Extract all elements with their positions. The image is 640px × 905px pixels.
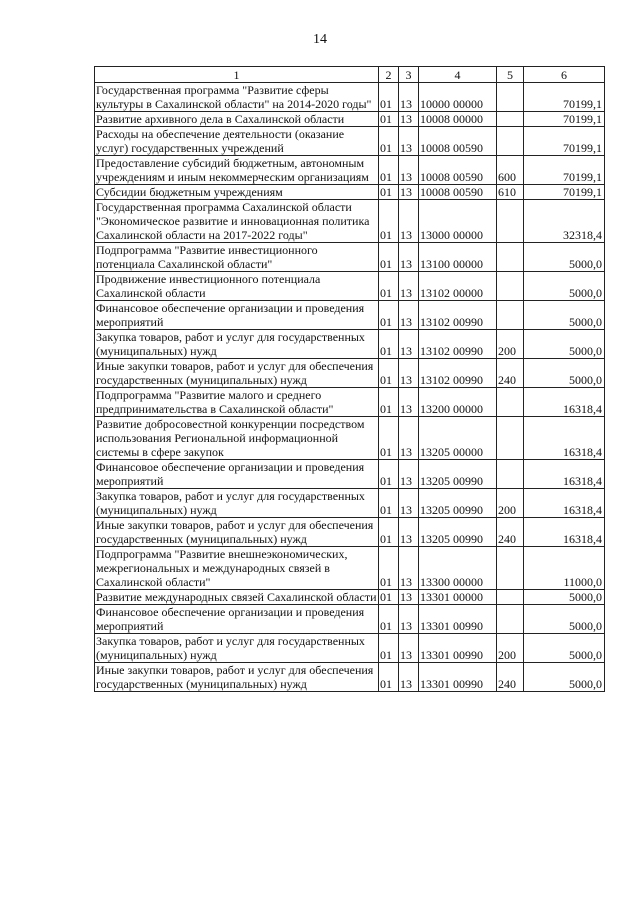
target-code-cell: 13301 00990	[419, 634, 497, 663]
amount-cell: 5000,0	[524, 301, 605, 330]
section-code-cell: 01	[379, 127, 399, 156]
budget-table	[94, 66, 605, 692]
target-code-cell: 10008 00590	[419, 127, 497, 156]
section-code-cell: 01	[379, 388, 399, 417]
target-code-cell: 13205 00990	[419, 489, 497, 518]
header-cell: 1	[95, 67, 379, 83]
table-row	[95, 330, 605, 359]
expense-type-cell	[497, 388, 524, 417]
section-code-cell: 01	[379, 590, 399, 605]
subsection-code-cell: 13	[399, 127, 419, 156]
row-name-cell: Иные закупки товаров, работ и услуг для обеспечения государственных (муниципальных) нужд	[95, 663, 379, 692]
table-row	[95, 301, 605, 330]
subsection-code-cell: 13	[399, 489, 419, 518]
header-cell: 6	[524, 67, 605, 83]
amount-cell: 32318,4	[524, 200, 605, 243]
target-code-cell: 13100 00000	[419, 243, 497, 272]
amount-cell: 70199,1	[524, 127, 605, 156]
amount-cell: 5000,0	[524, 243, 605, 272]
section-code-cell: 01	[379, 112, 399, 127]
amount-cell: 70199,1	[524, 112, 605, 127]
amount-cell: 16318,4	[524, 417, 605, 460]
section-code-cell: 01	[379, 417, 399, 460]
row-name-cell: Предоставление субсидий бюджетным, автономным учреждениям и иным некоммерческим организациям	[95, 156, 379, 185]
row-name-cell: Закупка товаров, работ и услуг для государственных (муниципальных) нужд	[95, 330, 379, 359]
section-code-cell: 01	[379, 489, 399, 518]
expense-type-cell	[497, 200, 524, 243]
amount-cell: 16318,4	[524, 489, 605, 518]
amount-cell: 5000,0	[524, 663, 605, 692]
table-row	[95, 127, 605, 156]
amount-cell: 5000,0	[524, 605, 605, 634]
header-cell: 3	[399, 67, 419, 83]
header-cell: 4	[419, 67, 497, 83]
table-row	[95, 489, 605, 518]
expense-type-cell	[497, 547, 524, 590]
table-row	[95, 272, 605, 301]
target-code-cell: 13102 00990	[419, 301, 497, 330]
section-code-cell: 01	[379, 330, 399, 359]
table-row	[95, 547, 605, 590]
expense-type-cell: 240	[497, 518, 524, 547]
expense-type-cell	[497, 605, 524, 634]
row-name-cell: Закупка товаров, работ и услуг для государственных (муниципальных) нужд	[95, 489, 379, 518]
row-name-cell: Иные закупки товаров, работ и услуг для обеспечения государственных (муниципальных) нужд	[95, 518, 379, 547]
section-code-cell: 01	[379, 663, 399, 692]
header-cell: 5	[497, 67, 524, 83]
amount-cell: 11000,0	[524, 547, 605, 590]
table-row	[95, 112, 605, 127]
expense-type-cell	[497, 112, 524, 127]
table-row	[95, 605, 605, 634]
subsection-code-cell: 13	[399, 388, 419, 417]
row-name-cell: Подпрограмма "Развитие малого и среднего предпринимательства в Сахалинской области"	[95, 388, 379, 417]
row-name-cell: Расходы на обеспечение деятельности (оказание услуг) государственных учреждений	[95, 127, 379, 156]
row-name-cell: Подпрограмма "Развитие инвестиционного потенциала Сахалинской области"	[95, 243, 379, 272]
expense-type-cell	[497, 243, 524, 272]
table-row	[95, 590, 605, 605]
target-code-cell: 13300 00000	[419, 547, 497, 590]
section-code-cell: 01	[379, 272, 399, 301]
row-name-cell: Финансовое обеспечение организации и проведения мероприятий	[95, 605, 379, 634]
subsection-code-cell: 13	[399, 83, 419, 112]
subsection-code-cell: 13	[399, 272, 419, 301]
subsection-code-cell: 13	[399, 200, 419, 243]
section-code-cell: 01	[379, 243, 399, 272]
expense-type-cell: 200	[497, 634, 524, 663]
amount-cell: 5000,0	[524, 330, 605, 359]
amount-cell: 16318,4	[524, 460, 605, 489]
row-name-cell: Закупка товаров, работ и услуг для государственных (муниципальных) нужд	[95, 634, 379, 663]
row-name-cell: Развитие добросовестной конкуренции посредством использования Региональной информационной системы в сфере закупок	[95, 417, 379, 460]
subsection-code-cell: 13	[399, 460, 419, 489]
page-number: 14	[313, 32, 327, 47]
target-code-cell: 13301 00990	[419, 605, 497, 634]
expense-type-cell	[497, 272, 524, 301]
row-name-cell: Государственная программа Сахалинской области "Экономическое развитие и инновационная политика Сахалинской области на 2017-2022 годы"	[95, 200, 379, 243]
subsection-code-cell: 13	[399, 359, 419, 388]
amount-cell: 5000,0	[524, 272, 605, 301]
table-row	[95, 518, 605, 547]
table-body	[95, 83, 605, 692]
expense-type-cell	[497, 590, 524, 605]
table-row	[95, 156, 605, 185]
amount-cell: 5000,0	[524, 590, 605, 605]
amount-cell: 16318,4	[524, 388, 605, 417]
target-code-cell: 10008 00000	[419, 112, 497, 127]
row-name-cell: Подпрограмма "Развитие внешнеэкономических, межрегиональных и международных связей в Сахалинской области"	[95, 547, 379, 590]
row-name-cell: Иные закупки товаров, работ и услуг для обеспечения государственных (муниципальных) нужд	[95, 359, 379, 388]
section-code-cell: 01	[379, 634, 399, 663]
target-code-cell: 13102 00000	[419, 272, 497, 301]
target-code-cell: 10000 00000	[419, 83, 497, 112]
section-code-cell: 01	[379, 359, 399, 388]
subsection-code-cell: 13	[399, 330, 419, 359]
row-name-cell: Государственная программа "Развитие сферы культуры в Сахалинской области" на 2014-2020 годы"	[95, 83, 379, 112]
section-code-cell: 01	[379, 200, 399, 243]
amount-cell: 5000,0	[524, 359, 605, 388]
target-code-cell: 13205 00000	[419, 417, 497, 460]
subsection-code-cell: 13	[399, 663, 419, 692]
subsection-code-cell: 13	[399, 634, 419, 663]
row-name-cell: Развитие международных связей Сахалинской области	[96, 590, 377, 604]
table-row	[95, 243, 605, 272]
target-code-cell: 13301 00990	[419, 663, 497, 692]
subsection-code-cell: 13	[399, 417, 419, 460]
target-code-cell: 13301 00000	[419, 590, 497, 605]
subsection-code-cell: 13	[399, 547, 419, 590]
table-row	[95, 634, 605, 663]
section-code-cell: 01	[379, 156, 399, 185]
amount-cell: 5000,0	[524, 634, 605, 663]
row-name-cell: Финансовое обеспечение организации и проведения мероприятий	[95, 460, 379, 489]
expense-type-cell: 610	[497, 185, 524, 200]
expense-type-cell: 600	[497, 156, 524, 185]
expense-type-cell: 200	[497, 489, 524, 518]
target-code-cell: 13102 00990	[419, 330, 497, 359]
subsection-code-cell: 13	[399, 605, 419, 634]
expense-type-cell	[497, 417, 524, 460]
target-code-cell: 13102 00990	[419, 359, 497, 388]
subsection-code-cell: 13	[399, 301, 419, 330]
table-row	[95, 83, 605, 112]
section-code-cell: 01	[379, 518, 399, 547]
row-name-cell: Субсидии бюджетным учреждениям	[95, 185, 379, 200]
section-code-cell: 01	[379, 83, 399, 112]
expense-type-cell	[497, 301, 524, 330]
target-code-cell: 13205 00990	[419, 518, 497, 547]
expense-type-cell: 240	[497, 663, 524, 692]
row-name-cell: Продвижение инвестиционного потенциала Сахалинской области	[95, 272, 379, 301]
amount-cell: 70199,1	[524, 83, 605, 112]
amount-cell: 16318,4	[524, 518, 605, 547]
expense-type-cell	[497, 460, 524, 489]
amount-cell: 70199,1	[524, 156, 605, 185]
subsection-code-cell: 13	[399, 518, 419, 547]
table-row	[95, 359, 605, 388]
subsection-code-cell: 13	[399, 156, 419, 185]
expense-type-cell: 240	[497, 359, 524, 388]
header-row	[95, 67, 605, 83]
table-row	[95, 388, 605, 417]
expense-type-cell	[497, 127, 524, 156]
section-code-cell: 01	[379, 547, 399, 590]
amount-cell: 70199,1	[524, 185, 605, 200]
section-code-cell: 01	[379, 605, 399, 634]
table-row	[95, 185, 605, 200]
target-code-cell: 13200 00000	[419, 388, 497, 417]
table-row	[95, 200, 605, 243]
subsection-code-cell: 13	[399, 185, 419, 200]
table-row	[95, 663, 605, 692]
section-code-cell: 01	[379, 460, 399, 489]
expense-type-cell: 200	[497, 330, 524, 359]
table-row	[95, 417, 605, 460]
row-name-cell: Развитие архивного дела в Сахалинской области	[95, 112, 379, 127]
subsection-code-cell: 13	[399, 112, 419, 127]
expense-type-cell	[497, 83, 524, 112]
section-code-cell: 01	[379, 185, 399, 200]
subsection-code-cell: 13	[399, 590, 419, 605]
target-code-cell: 10008 00590	[419, 185, 497, 200]
subsection-code-cell: 13	[399, 243, 419, 272]
target-code-cell: 13205 00990	[419, 460, 497, 489]
header-cell: 2	[379, 67, 399, 83]
target-code-cell: 10008 00590	[419, 156, 497, 185]
table-row	[95, 460, 605, 489]
section-code-cell: 01	[379, 301, 399, 330]
target-code-cell: 13000 00000	[419, 200, 497, 243]
row-name-cell: Финансовое обеспечение организации и проведения мероприятий	[95, 301, 379, 330]
